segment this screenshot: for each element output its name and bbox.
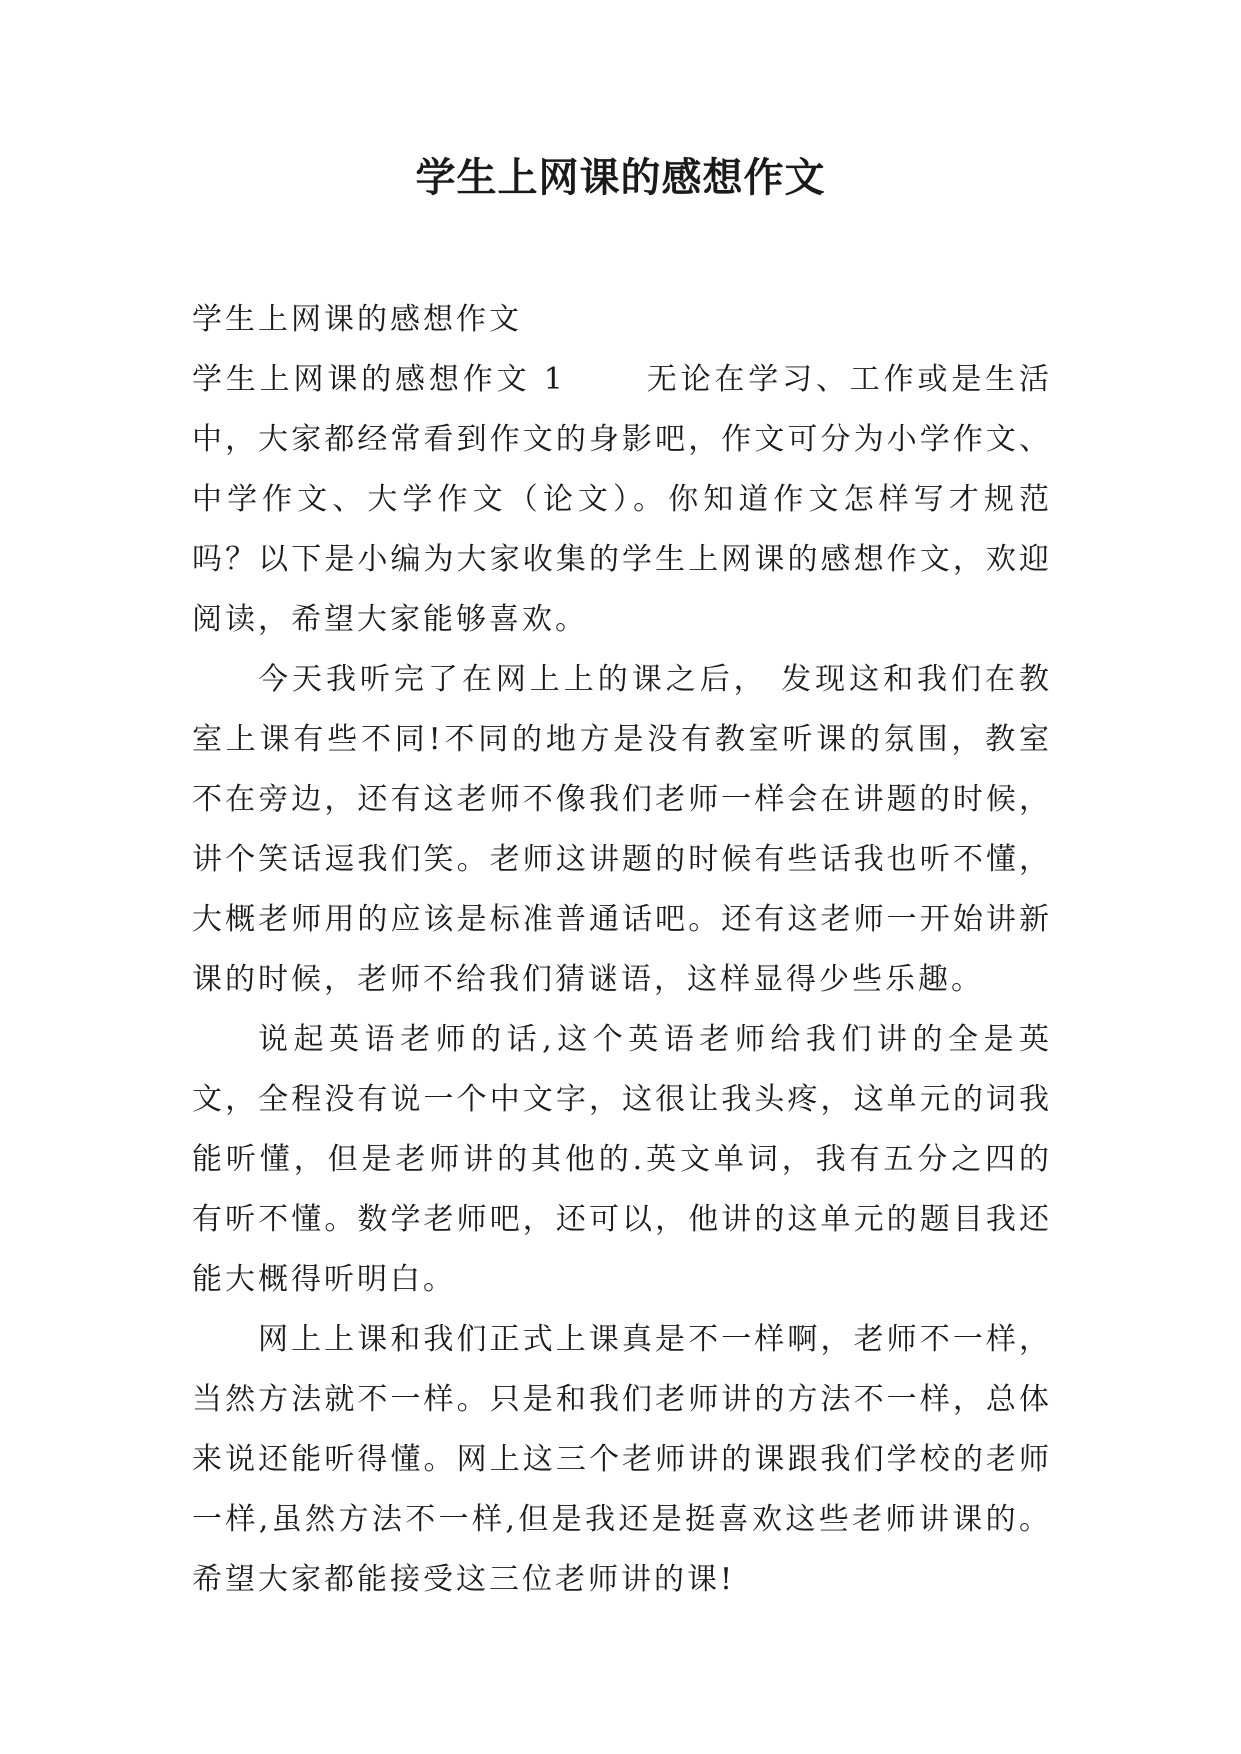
intro-paragraph [192, 350, 1052, 650]
document-body [192, 290, 1052, 1610]
body-paragraph-2: 说起英语老师的话,这个英语老师给我们讲的全是英文，全程没有说一个中文字，这很让我头疼，这单元的词我能听懂，但是老师讲的其他的.英文单词，我有五分之四的有听不懂。数学老师吧，还可以，他讲的这单元的题目我还能大概得听明白。 [192, 1022, 1052, 1297]
intro-text: 无论在学习、工作或是生活中，大家都经常看到作文的身影吧，作文可分为小学作文、中学作文、大学作文（论文）。你知道作文怎样写才规范吗？以下是小编为大家收集的学生上网课的感想作文，欢迎阅读，希望大家能够喜欢。 [192, 362, 1052, 637]
subtitle-line: 学生上网课的感想作文 [192, 302, 522, 337]
document-title: 学生上网课的感想作文 [415, 155, 826, 201]
body-paragraph-3: 网上上课和我们正式上课真是不一样啊，老师不一样，当然方法就不一样。只是和我们老师讲的方法不一样，总体来说还能听得懂。网上这三个老师讲的课跟我们学校的老师一样,虽然方法不一样,但是我还是挺喜欢这些老师讲课的。希望大家都能接受这三位老师讲的课! [192, 1322, 1052, 1597]
body-paragraph-1: 今天我听完了在网上上的课之后， 发现这和我们在教室上课有些不同!不同的地方是没有教室听课的氛围，教室不在旁边，还有这老师不像我们老师一样会在讲题的时候，讲个笑话逗我们笑。老师这讲题的时候有些话我也听不懂，大概老师用的应该是标准普通话吧。还有这老师一开始讲新课的时候，老师不给我们猜谜语，这样显得少些乐趣。 [192, 662, 1052, 997]
intro-heading: 学生上网课的感想作文 1 [192, 362, 566, 397]
